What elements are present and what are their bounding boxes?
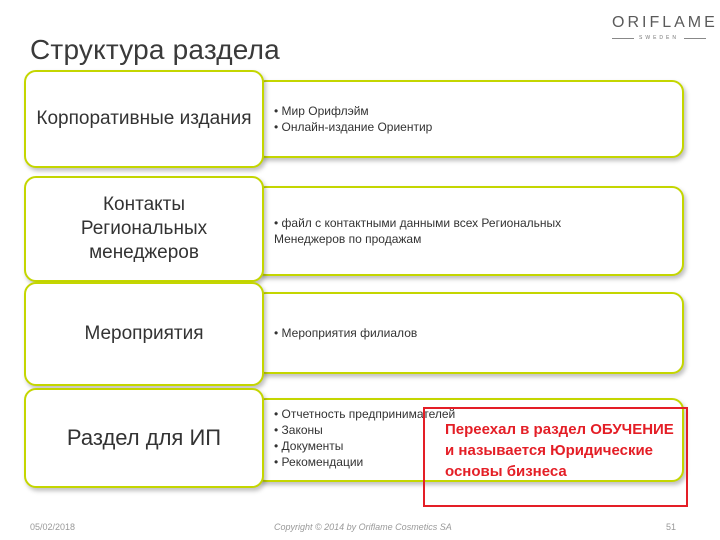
row-3-details bbox=[254, 292, 684, 374]
row-3-label bbox=[24, 282, 264, 386]
logo-sub: SWEDEN bbox=[639, 35, 679, 41]
row-1-details bbox=[254, 80, 684, 158]
oriflame-logo bbox=[612, 14, 718, 46]
slide-title: Структура раздела bbox=[30, 34, 280, 65]
row-4-label-text: Раздел для ИП bbox=[66, 425, 222, 450]
row-3-bullet-1: • Мероприятия филиалов bbox=[274, 325, 417, 341]
row-1-label-text: Корпоративные издания bbox=[36, 108, 252, 129]
footer-date: 05/02/2018 bbox=[30, 522, 76, 532]
row-1-bullet-2: • Онлайн-издание Ориентир bbox=[274, 119, 432, 135]
row-2-details bbox=[254, 186, 684, 276]
logo-line-right bbox=[684, 38, 706, 39]
footer-page-number: 51 bbox=[666, 522, 677, 532]
row-3-label-text: Мероприятия bbox=[84, 323, 204, 344]
row-4-bullet-4: • Рекомендации bbox=[274, 454, 455, 470]
logo-brand: ORIFLAME bbox=[612, 14, 718, 31]
row-4-label bbox=[24, 388, 264, 488]
footer-copyright: Copyright © 2014 by Oriflame Cosmetics SA bbox=[274, 522, 452, 532]
row-2-label-text: Контакты Региональных менеджеров bbox=[80, 194, 208, 263]
moved-note-text: Переехал в раздел ОБУЧЕНИЕ и называется Юридические основы бизнеса bbox=[445, 421, 674, 480]
row-2-bullet-1: • файл с контактными данными всех Региональных Менеджеров по продажам bbox=[274, 215, 614, 247]
row-2-label bbox=[24, 176, 264, 282]
row-4-bullet-2: • Законы bbox=[274, 422, 455, 438]
moved-note-box bbox=[423, 407, 688, 507]
row-4-bullet-3: • Документы bbox=[274, 438, 455, 454]
row-1-bullet-1: • Мир Орифлэйм bbox=[274, 103, 432, 119]
row-1-label bbox=[24, 70, 264, 168]
row-4-bullet-1: • Отчетность предпринимателей bbox=[274, 406, 455, 422]
